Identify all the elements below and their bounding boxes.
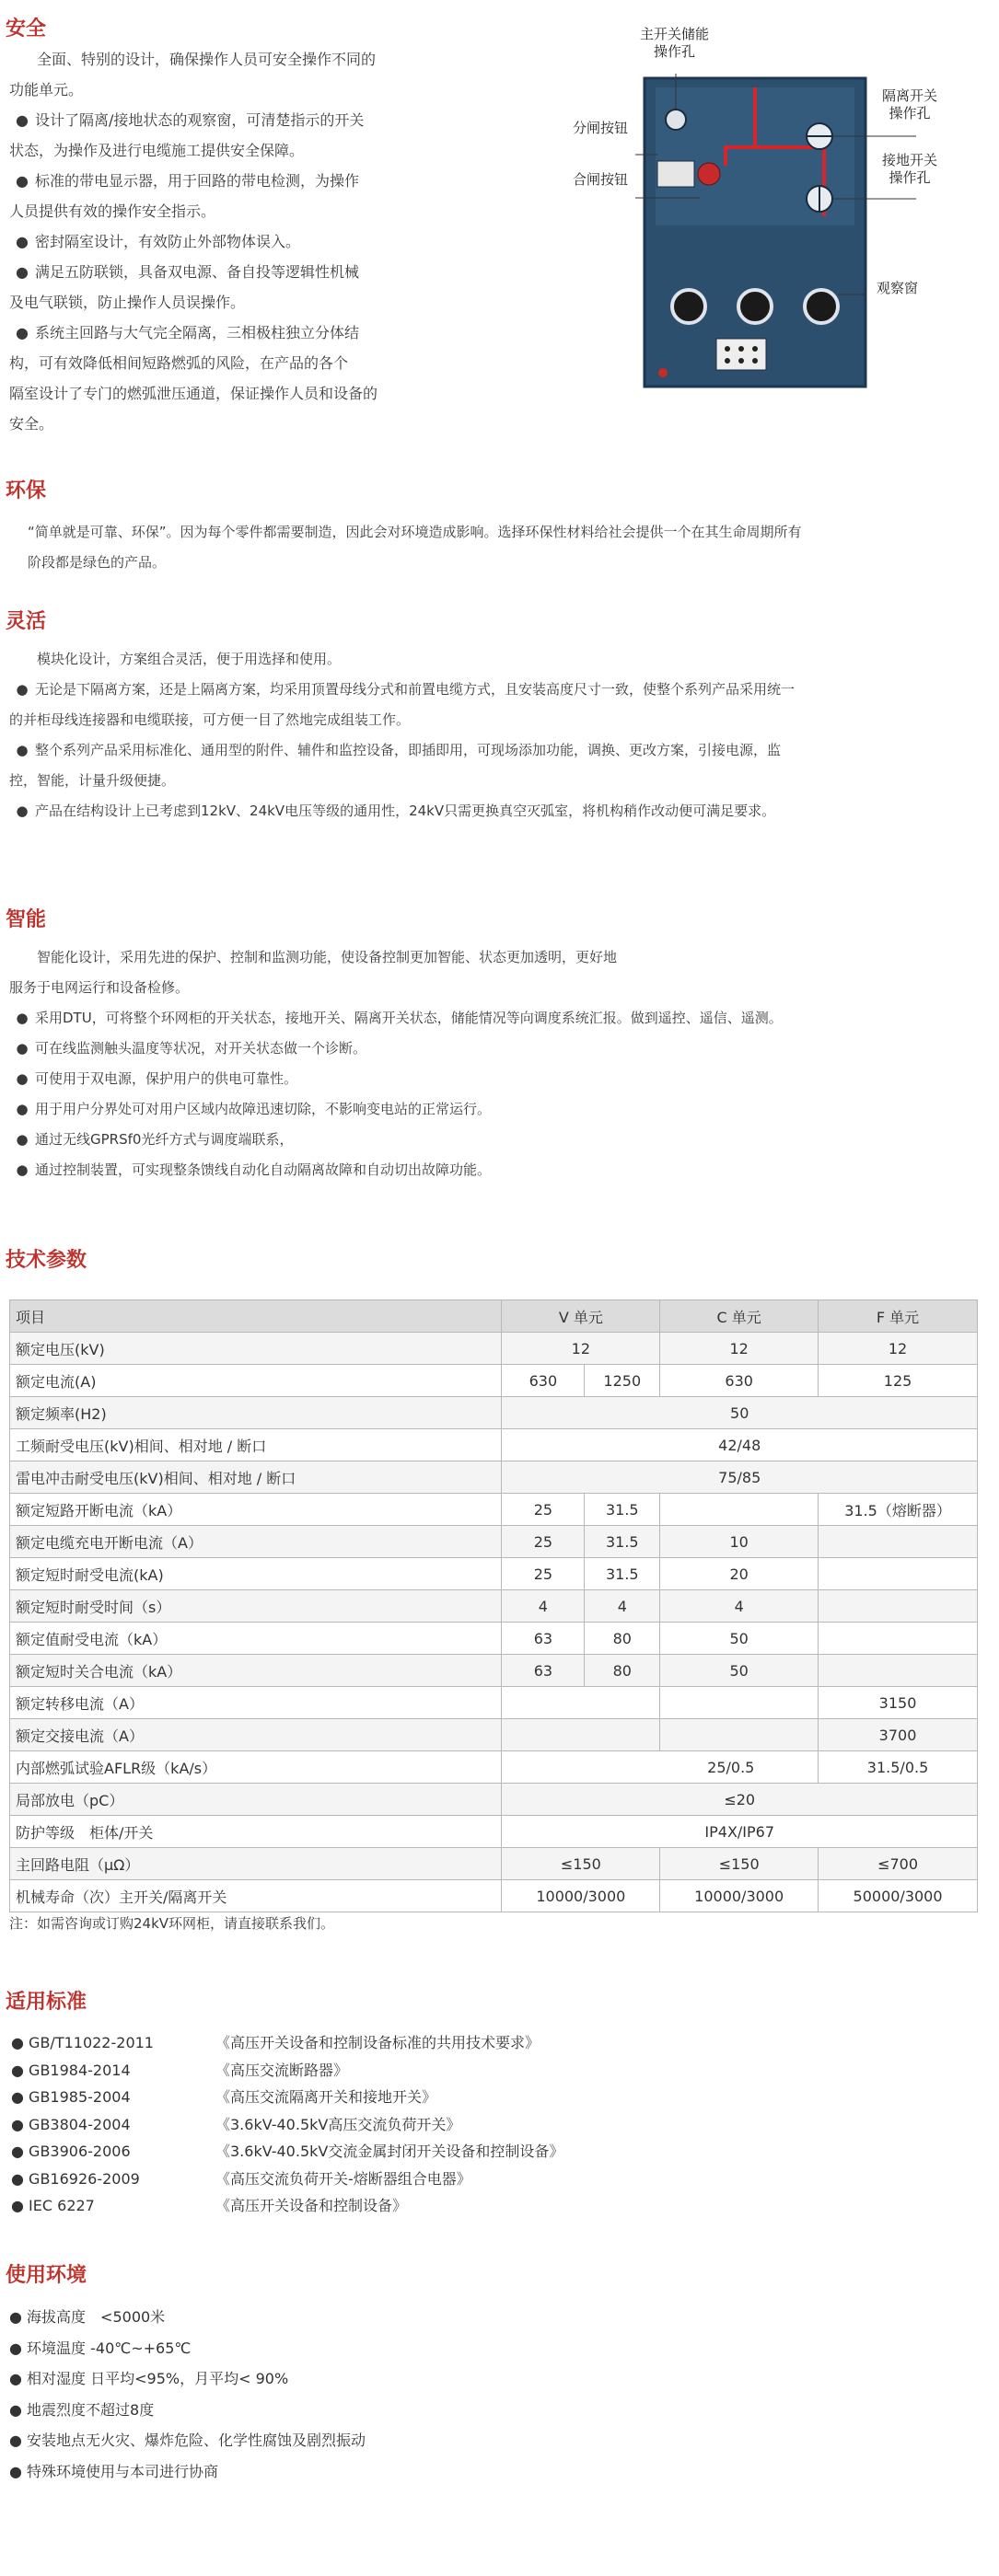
- bullet-icon: ●: [16, 233, 29, 250]
- eco-title: 环保: [6, 479, 47, 502]
- row-label: 额定交接电流（A）: [10, 1719, 502, 1751]
- table-cell: 10000/3000: [660, 1880, 819, 1912]
- text-line: ● 通过控制装置，可实现整条馈线自动化自动隔离故障和自动切出故障功能。: [9, 1155, 783, 1185]
- main-switch-hole-icon: [666, 110, 686, 130]
- table-cell: 25: [502, 1558, 585, 1590]
- list-item: ● GB1984-2014 《高压交流断路器》: [11, 2061, 349, 2079]
- table-cell: 80: [585, 1623, 660, 1655]
- row-label: 内部燃弧试验AFLR级（kA/s）: [10, 1751, 502, 1784]
- table-cell: 75/85: [502, 1461, 978, 1494]
- table-header-row: [10, 1300, 978, 1333]
- row-label: 额定频率(H2): [10, 1397, 502, 1429]
- text-line: 隔室设计了专门的燃弧泄压通道，保证操作人员和设备的: [9, 385, 378, 402]
- text-line: 模块化设计，方案组合灵活，便于用选择和使用。: [37, 651, 342, 667]
- bullet-icon: ●: [16, 324, 29, 341]
- safety-paragraph: [9, 44, 378, 439]
- text-line: ● 可使用于双电源，保护用户的供电可靠性。: [9, 1064, 783, 1094]
- table-cell: 4: [585, 1590, 660, 1623]
- text-line: 控，智能，计量升级便捷。: [9, 772, 176, 789]
- table-cell: IP4X/IP67: [502, 1816, 978, 1848]
- text-line: ● 可在线监测触头温度等状况，对开关状态做一个诊断。: [9, 1034, 783, 1064]
- table-cell: 630: [502, 1365, 585, 1397]
- text-line: ● 采用DTU，可将整个环网柜的开关状态，接地开关、隔离开关状态，储能情况等向调度系统汇报。做到遥控、遥信、遥测。: [9, 1003, 783, 1034]
- table-row: [10, 1655, 978, 1687]
- table-cell: 12: [502, 1333, 660, 1365]
- bullet-icon: ●: [16, 803, 29, 819]
- isolator-label: 隔离开关 操作孔: [882, 87, 938, 121]
- observation-window-icon: [738, 290, 772, 323]
- safety-title: 安全: [6, 17, 47, 40]
- row-label: 工频耐受电压(kV)相间、相对地 / 断口: [10, 1429, 502, 1461]
- list-item: ● 海拔高度 <5000米: [9, 2308, 166, 2326]
- table-cell: 50: [660, 1655, 819, 1687]
- header-cell: V 单元: [502, 1300, 660, 1333]
- observation-window-icon: [672, 290, 705, 323]
- list-item: ● 环境温度 -40℃~+65℃: [9, 2339, 192, 2357]
- list-item: ● 相对湿度 日平均<95%，月平均< 90%: [9, 2370, 289, 2388]
- row-label: 防护等级 柜体/开关: [10, 1816, 502, 1848]
- eco-paragraph: “简单就是可靠、环保”。因为每个零件都需要制造，因此会对环境造成影响。选择环保性材料给社会提供一个在其生命周期所有 阶段都是绿色的产品。: [28, 524, 802, 571]
- text-line: ● 整个系列产品采用标准化、通用型的附件、辅件和监控设备，即插即用，可现场添加功能，调换、更改方案，引接电源，监: [9, 735, 795, 766]
- table-cell: 63: [502, 1623, 585, 1655]
- table-cell: [819, 1590, 978, 1623]
- table-cell: [819, 1558, 978, 1590]
- row-label: 额定短时关合电流（kA）: [10, 1655, 502, 1687]
- bullet-icon: ●: [16, 1040, 29, 1057]
- observation-window-icon: [805, 290, 838, 323]
- table-cell: 3150: [819, 1687, 978, 1719]
- main-switch-label: 主开关储能 操作孔: [640, 26, 710, 60]
- table-cell: 1250: [585, 1365, 660, 1397]
- table-cell: 50000/3000: [819, 1880, 978, 1912]
- text-line: 构，可有效降低相间短路燃弧的风险，在产品的各个: [9, 354, 349, 372]
- list-item: ● GB16926-2009 《高压交流负荷开关-熔断器组合电器》: [11, 2169, 471, 2188]
- table-cell: 31.5: [585, 1526, 660, 1558]
- header-cell: 项目: [10, 1300, 502, 1333]
- table-row: [10, 1880, 978, 1912]
- bullet-icon: ●: [16, 1010, 29, 1026]
- list-item: ● 特殊环境使用与本司进行协商: [9, 2463, 219, 2480]
- flex-paragraph: [9, 644, 795, 826]
- text-line: 的并柜母线连接器和电缆联接，可方便一目了然地完成组装工作。: [9, 711, 411, 728]
- list-item: ● 安装地点无火灾、爆炸危险、化学性腐蚀及剧烈振动: [9, 2432, 366, 2450]
- smart-title: 智能: [6, 908, 47, 931]
- bullet-icon: ●: [16, 172, 29, 190]
- text-line: ● 系统主回路与大气完全隔离，三相极柱独立分体结: [9, 318, 378, 348]
- text-line: ● 标准的带电显示器，用于回路的带电检测，为操作: [9, 166, 378, 196]
- table-row: [10, 1429, 978, 1461]
- table-row: [10, 1558, 978, 1590]
- connector-block: [716, 339, 766, 370]
- table-row: [10, 1719, 978, 1751]
- cabinet-figure: [573, 0, 999, 396]
- row-label: 雷电冲击耐受电压(kV)相间、相对地 / 断口: [10, 1461, 502, 1494]
- table-cell: 3700: [819, 1719, 978, 1751]
- table-cell: [819, 1526, 978, 1558]
- row-label: 额定电压(kV): [10, 1333, 502, 1365]
- spec-note: 注：如需咨询或订购24kV环网柜，请直接联系我们。: [9, 1915, 335, 1932]
- table-row: [10, 1623, 978, 1655]
- text-line: ● 产品在结构设计上已考虑到12kV、24kV电压等级的通用性，24kV只需更换真空灭弧室，将机构稍作改动便可满足要求。: [9, 796, 795, 826]
- table-cell: 20: [660, 1558, 819, 1590]
- table-cell: [502, 1687, 660, 1719]
- table-cell: 63: [502, 1655, 585, 1687]
- text-line: 功能单元。: [9, 81, 84, 98]
- indicator-lamp-icon: [658, 368, 668, 377]
- earth-switch-label: 接地开关 操作孔: [882, 152, 938, 186]
- table-cell: 50: [660, 1623, 819, 1655]
- table-cell: 125: [819, 1365, 978, 1397]
- text-line: 服务于电网运行和设备检修。: [9, 979, 190, 996]
- table-row: [10, 1816, 978, 1848]
- spec-table: [9, 1300, 978, 1912]
- text-line: ● 用于用户分界处可对用户区域内故障迅速切除，不影响变电站的正常运行。: [9, 1094, 783, 1125]
- table-cell: 12: [819, 1333, 978, 1365]
- table-row: [10, 1590, 978, 1623]
- list-item: ● GB1985-2004 《高压交流隔离开关和接地开关》: [11, 2088, 437, 2106]
- row-label: 局部放电（pC）: [10, 1784, 502, 1816]
- row-label: 额定短路开断电流（kA）: [10, 1494, 502, 1526]
- table-cell: 12: [660, 1333, 819, 1365]
- text-line: 安全。: [9, 415, 54, 433]
- table-cell: ≤150: [502, 1848, 660, 1880]
- table-cell: ≤20: [502, 1784, 978, 1816]
- table-cell: 4: [660, 1590, 819, 1623]
- table-row: [10, 1397, 978, 1429]
- row-label: 额定短时耐受电流(kA): [10, 1558, 502, 1590]
- list-item: ● IEC 6227 《高压开关设备和控制设备》: [11, 2197, 408, 2214]
- text-line: ● 无论是下隔离方案，还是上隔离方案，均采用顶置母线分式和前置电缆方式，且安装高度尺寸一致，使整个系列产品采用统一: [9, 675, 795, 705]
- text-line: 全面、特别的设计，确保操作人员可安全操作不同的: [37, 51, 377, 68]
- bullet-icon: ●: [16, 111, 29, 129]
- specs-title: 技术参数: [6, 1249, 87, 1272]
- row-label: 主回路电阻（μΩ）: [10, 1848, 502, 1880]
- flex-title: 灵活: [6, 610, 47, 633]
- table-cell: 25: [502, 1526, 585, 1558]
- close-button[interactable]: [698, 163, 720, 185]
- table-cell: 31.5（熔断器）: [819, 1494, 978, 1526]
- table-row: [10, 1784, 978, 1816]
- bullet-icon: ●: [16, 742, 29, 758]
- table-row: [10, 1526, 978, 1558]
- table-cell: 42/48: [502, 1429, 978, 1461]
- table-cell: [819, 1623, 978, 1655]
- table-cell: ≤150: [660, 1848, 819, 1880]
- table-row: [10, 1687, 978, 1719]
- text-line: ● 满足五防联锁，具备双电源、备自投等逻辑性机械: [9, 257, 378, 287]
- open-button[interactable]: [657, 161, 694, 187]
- row-label: 额定值耐受电流（kA）: [10, 1623, 502, 1655]
- table-row: [10, 1461, 978, 1494]
- table-cell: [660, 1719, 819, 1751]
- text-line: ● 通过无线GPRSf0光纤方式与调度端联系，: [9, 1125, 783, 1155]
- row-label: 机械寿命（次）主开关/隔离开关: [10, 1880, 502, 1912]
- standards-title: 适用标准: [6, 1991, 87, 2014]
- text-line: 及电气联锁，防止操作人员误操作。: [9, 294, 246, 311]
- table-cell: 10000/3000: [502, 1880, 660, 1912]
- text-line: 状态，为操作及进行电缆施工提供安全保障。: [9, 142, 305, 159]
- bullet-icon: ●: [16, 1070, 29, 1087]
- row-label: 额定短时耐受时间（s）: [10, 1590, 502, 1623]
- table-cell: 10: [660, 1526, 819, 1558]
- open-button-label: 分闸按钮: [573, 120, 629, 136]
- table-cell: [502, 1719, 660, 1751]
- bullet-icon: ●: [16, 263, 29, 281]
- bullet-icon: ●: [16, 1131, 29, 1148]
- header-cell: C 单元: [660, 1300, 819, 1333]
- list-item: ● GB3906-2006 《3.6kV-40.5kV交流金属封闭开关设备和控制设备》: [11, 2143, 564, 2160]
- observation-window-label: 观察窗: [877, 280, 919, 296]
- table-cell: ≤700: [819, 1848, 978, 1880]
- table-cell: [660, 1687, 819, 1719]
- table-row: [10, 1494, 978, 1526]
- table-cell: 80: [585, 1655, 660, 1687]
- table-row: [10, 1751, 978, 1784]
- env-title: 使用环境: [6, 2264, 87, 2287]
- list-item: ● GB/T11022-2011 《高压开关设备和控制设备标准的共用技术要求》: [11, 2034, 540, 2051]
- close-button-label: 合闸按钮: [573, 171, 629, 188]
- table-cell: 25/0.5: [502, 1751, 819, 1784]
- text-line: 人员提供有效的操作安全指示。: [9, 202, 216, 220]
- text-line: 智能化设计，采用先进的保护、控制和监测功能，使设备控制更加智能、状态更加透明，更好地: [37, 949, 618, 965]
- bullet-icon: ●: [16, 1101, 29, 1117]
- table-cell: 31.5: [585, 1494, 660, 1526]
- smart-paragraph: [9, 942, 783, 1185]
- table-cell: 25: [502, 1494, 585, 1526]
- table-row: [10, 1848, 978, 1880]
- table-cell: 31.5: [585, 1558, 660, 1590]
- table-cell: [660, 1494, 819, 1526]
- bullet-icon: ●: [16, 681, 29, 698]
- table-cell: 31.5/0.5: [819, 1751, 978, 1784]
- table-row: [10, 1333, 978, 1365]
- row-label: 额定电缆充电开断电流（A）: [10, 1526, 502, 1558]
- table-cell: 630: [660, 1365, 819, 1397]
- table-cell: 4: [502, 1590, 585, 1623]
- row-label: 额定转移电流（A）: [10, 1687, 502, 1719]
- table-cell: 50: [502, 1397, 978, 1429]
- text-line: ● 密封隔室设计，有效防止外部物体误入。: [9, 226, 378, 257]
- list-item: ● GB3804-2004 《3.6kV-40.5kV高压交流负荷开关》: [11, 2115, 461, 2133]
- row-label: 额定电流(A): [10, 1365, 502, 1397]
- list-item: ● 地震烈度不超过8度: [9, 2400, 155, 2419]
- bullet-icon: ●: [16, 1161, 29, 1178]
- text-line: ● 设计了隔离/接地状态的观察窗，可清楚指示的开关: [9, 105, 378, 135]
- header-cell: F 单元: [819, 1300, 978, 1333]
- table-cell: [819, 1655, 978, 1687]
- table-row: [10, 1365, 978, 1397]
